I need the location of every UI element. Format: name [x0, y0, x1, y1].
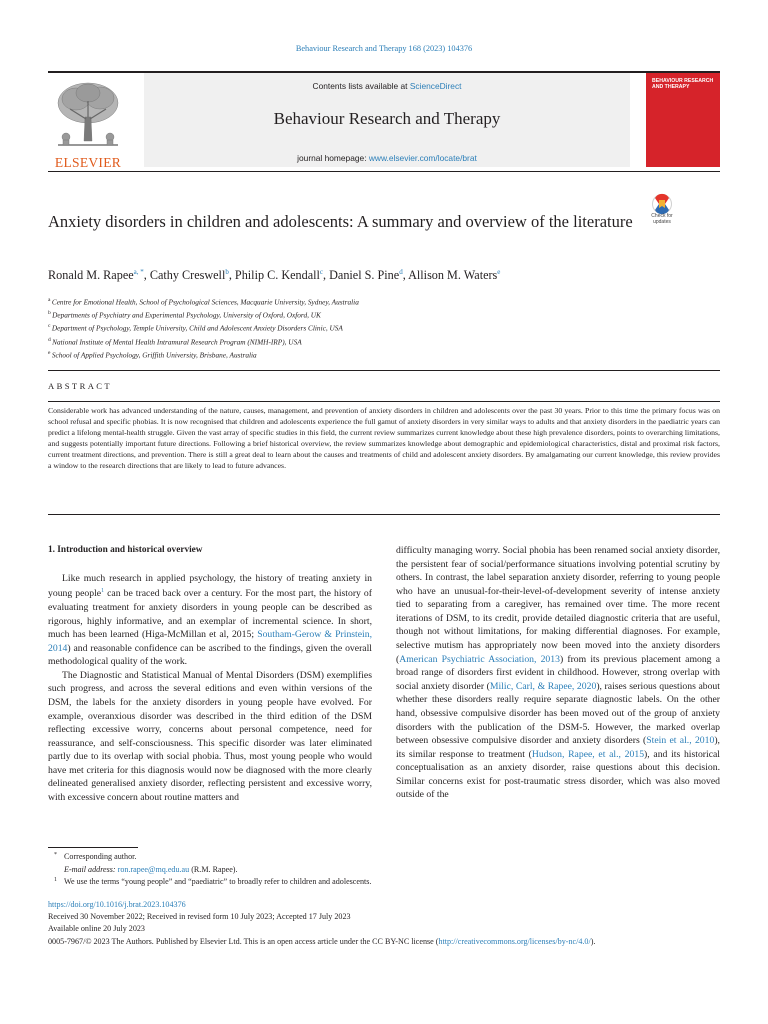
abstract-heading: ABSTRACT — [48, 381, 113, 391]
affiliation-item — [48, 348, 720, 361]
body-column-left — [48, 544, 372, 805]
abstract-heading-rule — [48, 401, 720, 402]
body-column-right — [396, 544, 720, 802]
email-link[interactable]: ron.rapee@mq.edu.au — [117, 864, 190, 874]
homepage-prefix: journal homepage: — [297, 153, 369, 163]
body-paragraph — [48, 572, 372, 669]
footnote-text: We use the terms “young people” and “paediatric” to broadly refer to children and adolescents. — [64, 877, 372, 887]
doi-link[interactable]: https://doi.org/10.1016/j.brat.2023.104376 — [48, 900, 186, 909]
paragraph-text: ), raises serious questions about whether these disorders really require separate diagnostic labels. On the other hand, obsessive compulsive disorder has been moved out of the group of anxiety disorders with the publication of the DSM-5. However, the marked overlap between obsessive compulsive disorder and anxiety disorders ( — [396, 680, 720, 747]
license-suffix: ). — [590, 936, 596, 946]
email-label: E-mail address: — [64, 864, 116, 874]
author-name[interactable]: Allison M. Waters — [408, 268, 498, 283]
author-separator: , — [228, 268, 235, 283]
footnote-corresponding — [48, 851, 720, 864]
author-affiliation-mark[interactable]: d — [399, 268, 403, 276]
elsevier-wordmark: ELSEVIER — [54, 155, 122, 170]
author-affiliation-mark[interactable]: a, * — [133, 268, 144, 276]
affiliation-key: d — [48, 336, 53, 343]
author-name[interactable]: Philip C. Kendall — [234, 268, 320, 283]
license-text: 0005-7967/© 2023 The Authors. Published by Elsevier Ltd. This is an open access article under the CC BY-NC license ( — [48, 936, 439, 946]
footnote-mark: * — [54, 852, 57, 858]
check-for-updates-badge[interactable] — [646, 193, 678, 233]
abstract-bottom-rule — [48, 514, 720, 515]
citation-link[interactable]: Southam-Gerow & Prinstein, 2014 — [48, 629, 373, 654]
author-list — [48, 268, 720, 283]
affiliation-item — [48, 295, 720, 308]
citation-link[interactable]: Hudson, Rapee, et al., 2015 — [531, 748, 645, 760]
citation-link[interactable]: American Psychiatric Association, 2013 — [399, 653, 560, 665]
crossmark-label-line1: Check for — [651, 213, 673, 219]
contents-line — [144, 81, 630, 91]
received-dates: Received 30 November 2022; Received in revised form 10 July 2023; Accepted 17 July 2023 — [48, 912, 351, 922]
paragraph-text: Like much research in applied psychology, the history of treating anxiety in young people — [48, 572, 372, 600]
affiliation-text: Department of Psychology, Temple University, Child and Adolescent Anxiety Disorders Clinic, USA — [51, 323, 343, 333]
journal-title: Behaviour Research and Therapy — [273, 109, 501, 128]
paragraph-text: difficulty managing worry. Social phobia has been renamed social anxiety disorder, the persistent fear of social/performance situations involving potential scrutiny by others. In contrast, the label separation anxiety disorder, referring to young people who have an unusual-for-their-level-of-development severity of intense anxiety tied to separating from a caregiver, has remained over time. The more recent iterations of DSM, to its credit, provide detailed diagnostic criteria that are useful, though not without limitations, for making differential diagnoses. For example, selective mutism has appropriately now been moved into the anxiety disorders ( — [396, 545, 720, 665]
journal-cover-thumbnail[interactable] — [646, 73, 720, 167]
affiliation-item — [48, 335, 720, 348]
abstract-text: Considerable work has advanced understanding of the nature, causes, management, and prevention of anxiety disorders in children and adolescents over the past 30 years. Prior to this time the primary focus was on school refusal and specific phobias. It is now recognised that children and adolescents experience the full gamut of anxiety disorders in very similar ways to adults and that anxiety disorders in the paediatric years can predict a lifelong mental-health struggle. Given the vast array of specific studies in this field, the current review summarizes current knowledge about these high prevalence disorders, points to overarching limitations, and suggests potentially important future directions. Following a brief historical overview, the review summarizes knowledge about demographic and epidemiological characteristics, distal and proximal risk factors, current treatment directions, and prevention. There is still a great deal to learn about the causes and treatments of child and adolescent anxiety disorders. By amalgamating our current knowledge, this review provides a window to the research directions that are likely to lead to future advances. — [48, 406, 720, 471]
cover-title: BEHAVIOUR RESEARCH AND THERAPY — [652, 78, 714, 90]
article-title: Anxiety disorders in children and adolescents: A summary and overview of the literature — [48, 212, 633, 231]
affiliation-key: b — [48, 310, 53, 317]
crossmark-icon — [646, 193, 678, 215]
citation-link[interactable]: Milic, Carl, & Rapee, 2020 — [489, 680, 597, 692]
author-separator: , — [143, 268, 150, 283]
masthead-center-panel — [144, 73, 630, 167]
abstract-top-rule — [48, 370, 720, 371]
footnote-ref[interactable]: 1 — [101, 588, 105, 595]
author-separator: , — [402, 268, 409, 283]
section-heading: 1. Introduction and historical overview — [48, 545, 203, 555]
affiliation-text: Departments of Psychiatry and Experimental Psychology, University of Oxford, Oxford, UK — [52, 310, 321, 320]
footnote-email — [48, 864, 720, 877]
affiliation-text: Centre for Emotional Health, School of Psychological Sciences, Macquarie University, Sydney, Australia — [51, 297, 359, 307]
license-link[interactable]: http://creativecommons.org/licenses/by-nc/4.0/ — [438, 936, 591, 946]
paragraph-text: can be traced back over a century. For the most part, the history of evaluating treatment for anxiety disorders in young people can be described as rigorous, highly informative, and an exemplar of incremental science. In short, much has been learned (Higa-McMillan et al, 2015; — [48, 588, 372, 641]
journal-masthead — [48, 71, 720, 172]
journal-homepage-link[interactable]: www.elsevier.com/locate/brat — [368, 153, 477, 163]
paragraph-text: ), and its historical conceptualisation as an anxiety disorder, raise questions about this decision. Similar concerns exist for post-traumatic stress disorder, which was also moved outside of the — [396, 748, 721, 801]
affiliation-list — [48, 295, 720, 361]
homepage-line — [144, 153, 630, 163]
email-suffix: (R.M. Rapee). — [189, 864, 238, 874]
author-name[interactable]: Ronald M. Rapee — [48, 268, 134, 283]
author-affiliation-mark[interactable]: e — [497, 268, 501, 276]
author-affiliation-mark[interactable]: b — [225, 268, 229, 276]
footnotes — [48, 851, 720, 889]
paragraph-text: ) from its previous placement among a broad range of disorders first evident in childhood. However, strong overlap with social anxiety disorder ( — [396, 653, 720, 692]
footnote-rule — [48, 847, 138, 848]
footnote-1 — [48, 876, 720, 889]
author-affiliation-mark[interactable]: c — [319, 268, 324, 276]
contents-prefix: Contents lists available at — [312, 81, 410, 91]
affiliation-key: e — [48, 349, 52, 356]
affiliation-text: School of Applied Psychology, Griffith University, Brisbane, Australia — [51, 350, 257, 360]
paragraph-text: ), its similar response to treatment ( — [396, 735, 720, 760]
journal-reference[interactable]: Behaviour Research and Therapy 168 (2023) 104376 — [295, 44, 473, 53]
crossmark-label-line2: updates — [653, 218, 671, 225]
body-paragraph — [396, 544, 720, 802]
footnote-mark: 1 — [54, 877, 57, 884]
author-separator: , — [323, 268, 330, 283]
affiliation-key: c — [48, 323, 52, 330]
elsevier-tree-logo-icon — [48, 79, 128, 153]
sciencedirect-link[interactable]: ScienceDirect — [409, 81, 462, 91]
author-name[interactable]: Cathy Creswell — [149, 268, 226, 283]
affiliation-item — [48, 308, 720, 321]
available-online: Available online 20 July 2023 — [48, 924, 145, 934]
footnote-text: Corresponding author. — [64, 852, 137, 861]
crossmark-label — [642, 214, 682, 225]
author-name[interactable]: Daniel S. Pine — [329, 268, 400, 283]
affiliation-key: a — [48, 297, 52, 303]
body-paragraph: The Diagnostic and Statistical Manual of Mental Disorders (DSM) exemplifies such progress, and across the several editions and even within versions of the DSM, the labels for the anxiety disorders in young people have evolved. For example, overanxious disorder was described in the third edition of the DSM reflecting excessive worry, concerns about personal competence, need for reassurance, and self-consciousness. This specific disorder was later eliminated partly due to its overlap with social phobia. Thus, most young people who would have met criteria for this diagnosis would now be diagnosed with the more clearly delineated generalised anxiety disorder, reflecting persistent and excessive worry, with excessive concern about routine matters and — [48, 669, 372, 804]
citation-link[interactable]: Stein et al., 2010 — [646, 735, 715, 747]
license-line — [48, 936, 720, 948]
article-metadata — [48, 899, 720, 948]
affiliation-item — [48, 321, 720, 334]
paragraph-text: ) and reasonable confidence can be ascribed to the findings, given the overall methodological quality of the work. — [48, 642, 372, 668]
affiliation-text: National Institute of Mental Health Intramural Research Program (NIMH-IRP), USA — [52, 337, 302, 347]
